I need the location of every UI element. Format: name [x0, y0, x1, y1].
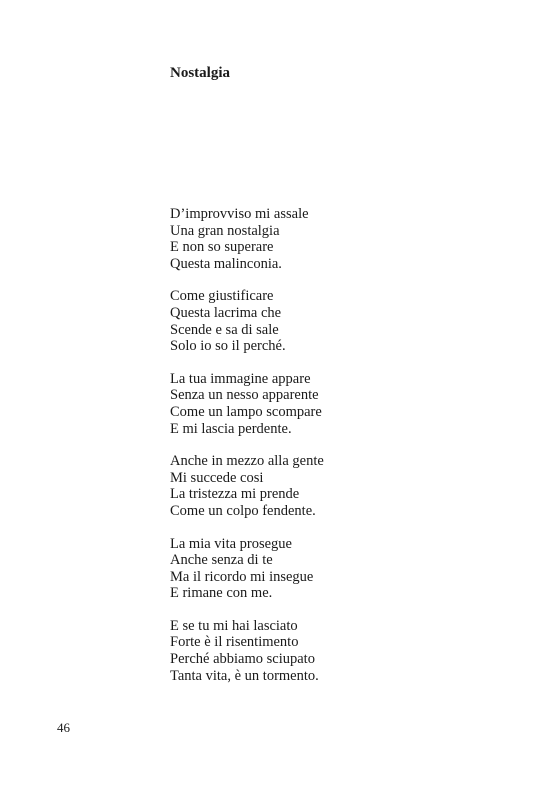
poem-line: Come giustificare [170, 288, 274, 305]
poem-line: E mi lascia perdente. [170, 420, 292, 437]
poem-line: La mia vita prosegue [170, 535, 292, 552]
stanza-5 [170, 536, 500, 602]
stanza-3 [170, 371, 500, 437]
poem-line: Questa lacrima che [170, 304, 282, 321]
poem-line: Solo io so il perché. [170, 338, 286, 355]
stanza-2 [170, 288, 500, 354]
stanza-4 [170, 453, 500, 519]
poem-line: Perché abbiamo sciupato [170, 651, 315, 668]
poem-line: E se tu mi hai lasciato [170, 617, 298, 634]
poem-line: Forte è il risentimento [170, 634, 299, 651]
poem-line: E non so superare [170, 239, 274, 256]
stanza-1 [170, 206, 500, 272]
poem-line: Mi succede cosi [170, 469, 264, 486]
poem-line: La tristezza mi prende [170, 486, 300, 503]
page-number: 46 [57, 720, 70, 735]
poem-line: La tua immagine appare [170, 370, 311, 387]
poem-line: Una gran nostalgia [170, 222, 280, 239]
poem-line: Scende e sa di sale [170, 321, 279, 338]
poem-line: Ma il ricordo mi insegue [170, 568, 314, 585]
poem-title: Nostalgia [170, 65, 230, 81]
poem-body [170, 206, 500, 700]
poem-line: Questa malinconia. [170, 255, 282, 272]
stanza-6 [170, 618, 500, 684]
poem-line: Tanta vita, è un tormento. [170, 667, 319, 684]
poem-line: Come un lampo scompare [170, 403, 322, 420]
poem-line: Anche senza di te [170, 552, 273, 569]
poem-line: Anche in mezzo alla gente [170, 453, 324, 470]
poem-line: E rimane con me. [170, 585, 273, 602]
poem-line: Come un colpo fendente. [170, 502, 316, 519]
poem-line: D’improvviso mi assale [170, 206, 309, 222]
poem-line: Senza un nesso apparente [170, 387, 319, 404]
